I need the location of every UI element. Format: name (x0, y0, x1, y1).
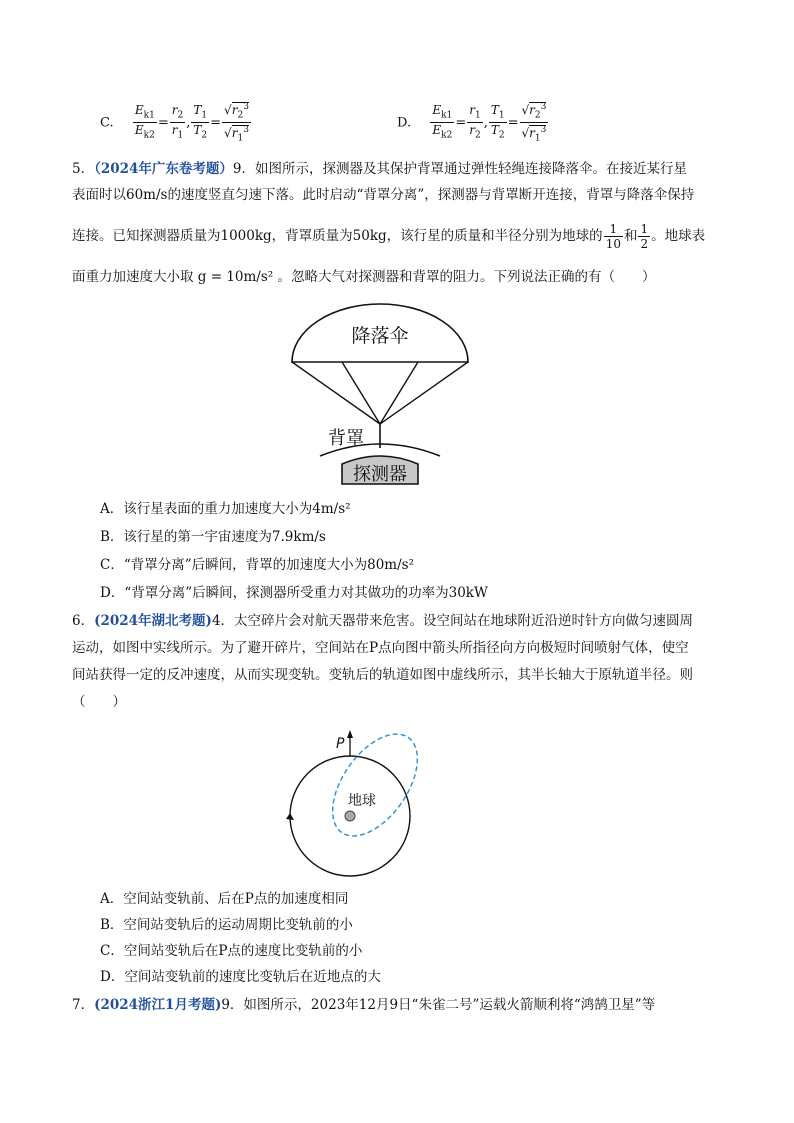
q6-source: (2024年湖北考题) (94, 613, 212, 629)
option-d-root-ratio: $\frac{√r_2^3}{√r_1^3}$ (521, 102, 547, 144)
q5-number: 5． (72, 161, 95, 177)
q5-fraction-mass: $\frac{1}{10}$ (605, 222, 621, 251)
q5-source: （2024年广东卷考题） (94, 161, 233, 177)
q5-line-4: 面重力加速度大小取 g = 10m/s² 。忽略大气对探测器和背罩的阻力。下列说法正确的有（ ） (72, 269, 656, 285)
parachute-cord-mid-right (380, 362, 418, 424)
q6-number: 6． (72, 613, 95, 629)
q5-fraction-radius: $\frac{1}{2}$ (640, 222, 649, 251)
q5-line-2: 表面时以60m/s的速度竖直匀速下落。此时启动“背罩分离”，探测器与背罩断开连接，背罩与降落伞保持 (72, 187, 695, 203)
q6-line-1 (72, 612, 693, 630)
option-d-formula: D. $\frac{E_{k1}}{E_{k2}}$ = $\frac{r_1}{r_2}$ , $\frac{T_1}{T_2}$ = $\frac{√r_2^3}{√r_1^3}$ (397, 102, 547, 144)
direction-arrow (286, 813, 294, 820)
q6-line-2: 运动，如图中实线所示。为了避开碎片，空间站在P点向图中箭头所指径向方向极短时间喷射气体，使空 (72, 640, 689, 656)
parachute-cord-left (292, 362, 380, 424)
q5-option-a: A．该行星表面的重力加速度大小为4m/s² (100, 501, 351, 517)
backshell-label: 背罩 (328, 428, 364, 449)
q7-source: (2024浙江1月考题) (94, 997, 222, 1013)
parachute-label: 降落伞 (351, 325, 409, 347)
orbit-diagram (270, 720, 440, 880)
q5-line-1 (72, 160, 687, 178)
point-p-label: P (336, 736, 345, 752)
option-c-ek-ratio: $\frac{E_{k1}}{E_{k2}}$ (134, 103, 155, 141)
transfer-orbit (316, 720, 435, 851)
q5-option-d: D．“背罩分离”后瞬间，探测器所受重力对其做功的功率为30kW (100, 585, 488, 601)
q7-number: 7． (72, 997, 95, 1013)
option-d-t-ratio: $\frac{T_1}{T_2}$ (490, 103, 505, 141)
q6-option-b: B．空间站变轨后的运动周期比变轨前的小 (100, 917, 353, 933)
q5-line-3: 连接。已知探测器质量为1000kg，背罩质量为50kg，该行星的质量和半径分别为地球的 $\frac{1}{10}$ 和 $\frac{1}{2}$ 。地球表 (72, 222, 706, 251)
option-c-label: C. (100, 115, 114, 131)
earth-label: 地球 (348, 793, 376, 809)
option-c-t-ratio: $\frac{T_1}{T_2}$ (193, 103, 208, 141)
parachute-diagram (280, 298, 480, 493)
radial-arrow-head (347, 730, 353, 738)
q5-option-c: C．“背罩分离”后瞬间，背罩的加速度大小为80m/s² (100, 557, 414, 573)
parachute-cord-mid-left (342, 362, 380, 424)
option-c-formula: C. $\frac{E_{k1}}{E_{k2}}$ = $\frac{r_2}{r_1}$ , $\frac{T_1}{T_2}$ = $\frac{√r_2^3}{√r_1^3}$ (100, 102, 249, 144)
q6-option-a: A．空间站变轨前、后在P点的加速度相同 (100, 891, 349, 907)
q5-text-1: 9．如图所示，探测器及其保护背罩通过弹性轻绳连接降落伞。在接近某行星 (232, 161, 688, 177)
option-c-r-ratio: $\frac{r_2}{r_1}$ (171, 103, 184, 141)
q6-line-4: （ ） (72, 694, 126, 710)
q7-text-1: 9．如图所示，2023年12月9日“朱雀二号”运载火箭顺利将“鸿鹄卫星”等 (221, 997, 656, 1013)
option-d-r-ratio: $\frac{r_1}{r_2}$ (469, 103, 481, 141)
q5-option-b: B．该行星的第一宇宙速度为7.9km/s (100, 529, 326, 545)
probe-label: 探测器 (353, 464, 407, 485)
option-c-root-ratio: $\frac{√r_2^3}{√r_1^3}$ (224, 102, 249, 144)
option-d-label: D. (397, 115, 412, 131)
q7-line-1 (72, 996, 655, 1014)
parachute-cord-right (380, 362, 468, 424)
q6-text-1: 4．太空碎片会对航天器带来危害。设空间站在地球附近沿逆时针方向做匀速圆周 (211, 613, 694, 629)
option-d-ek-ratio: $\frac{E_{k1}}{E_{k2}}$ (432, 103, 453, 141)
q6-option-c: C．空间站变轨后在P点的速度比变轨前的小 (100, 943, 363, 959)
earth-dot (345, 811, 355, 821)
q6-option-d: D．空间站变轨前的速度比变轨后在近地点的大 (100, 969, 381, 985)
q6-line-3: 间站获得一定的反冲速度，从而实现变轨。变轨后的轨道如图中虚线所示，其半长轴大于原轨道半径。则 (72, 667, 693, 683)
